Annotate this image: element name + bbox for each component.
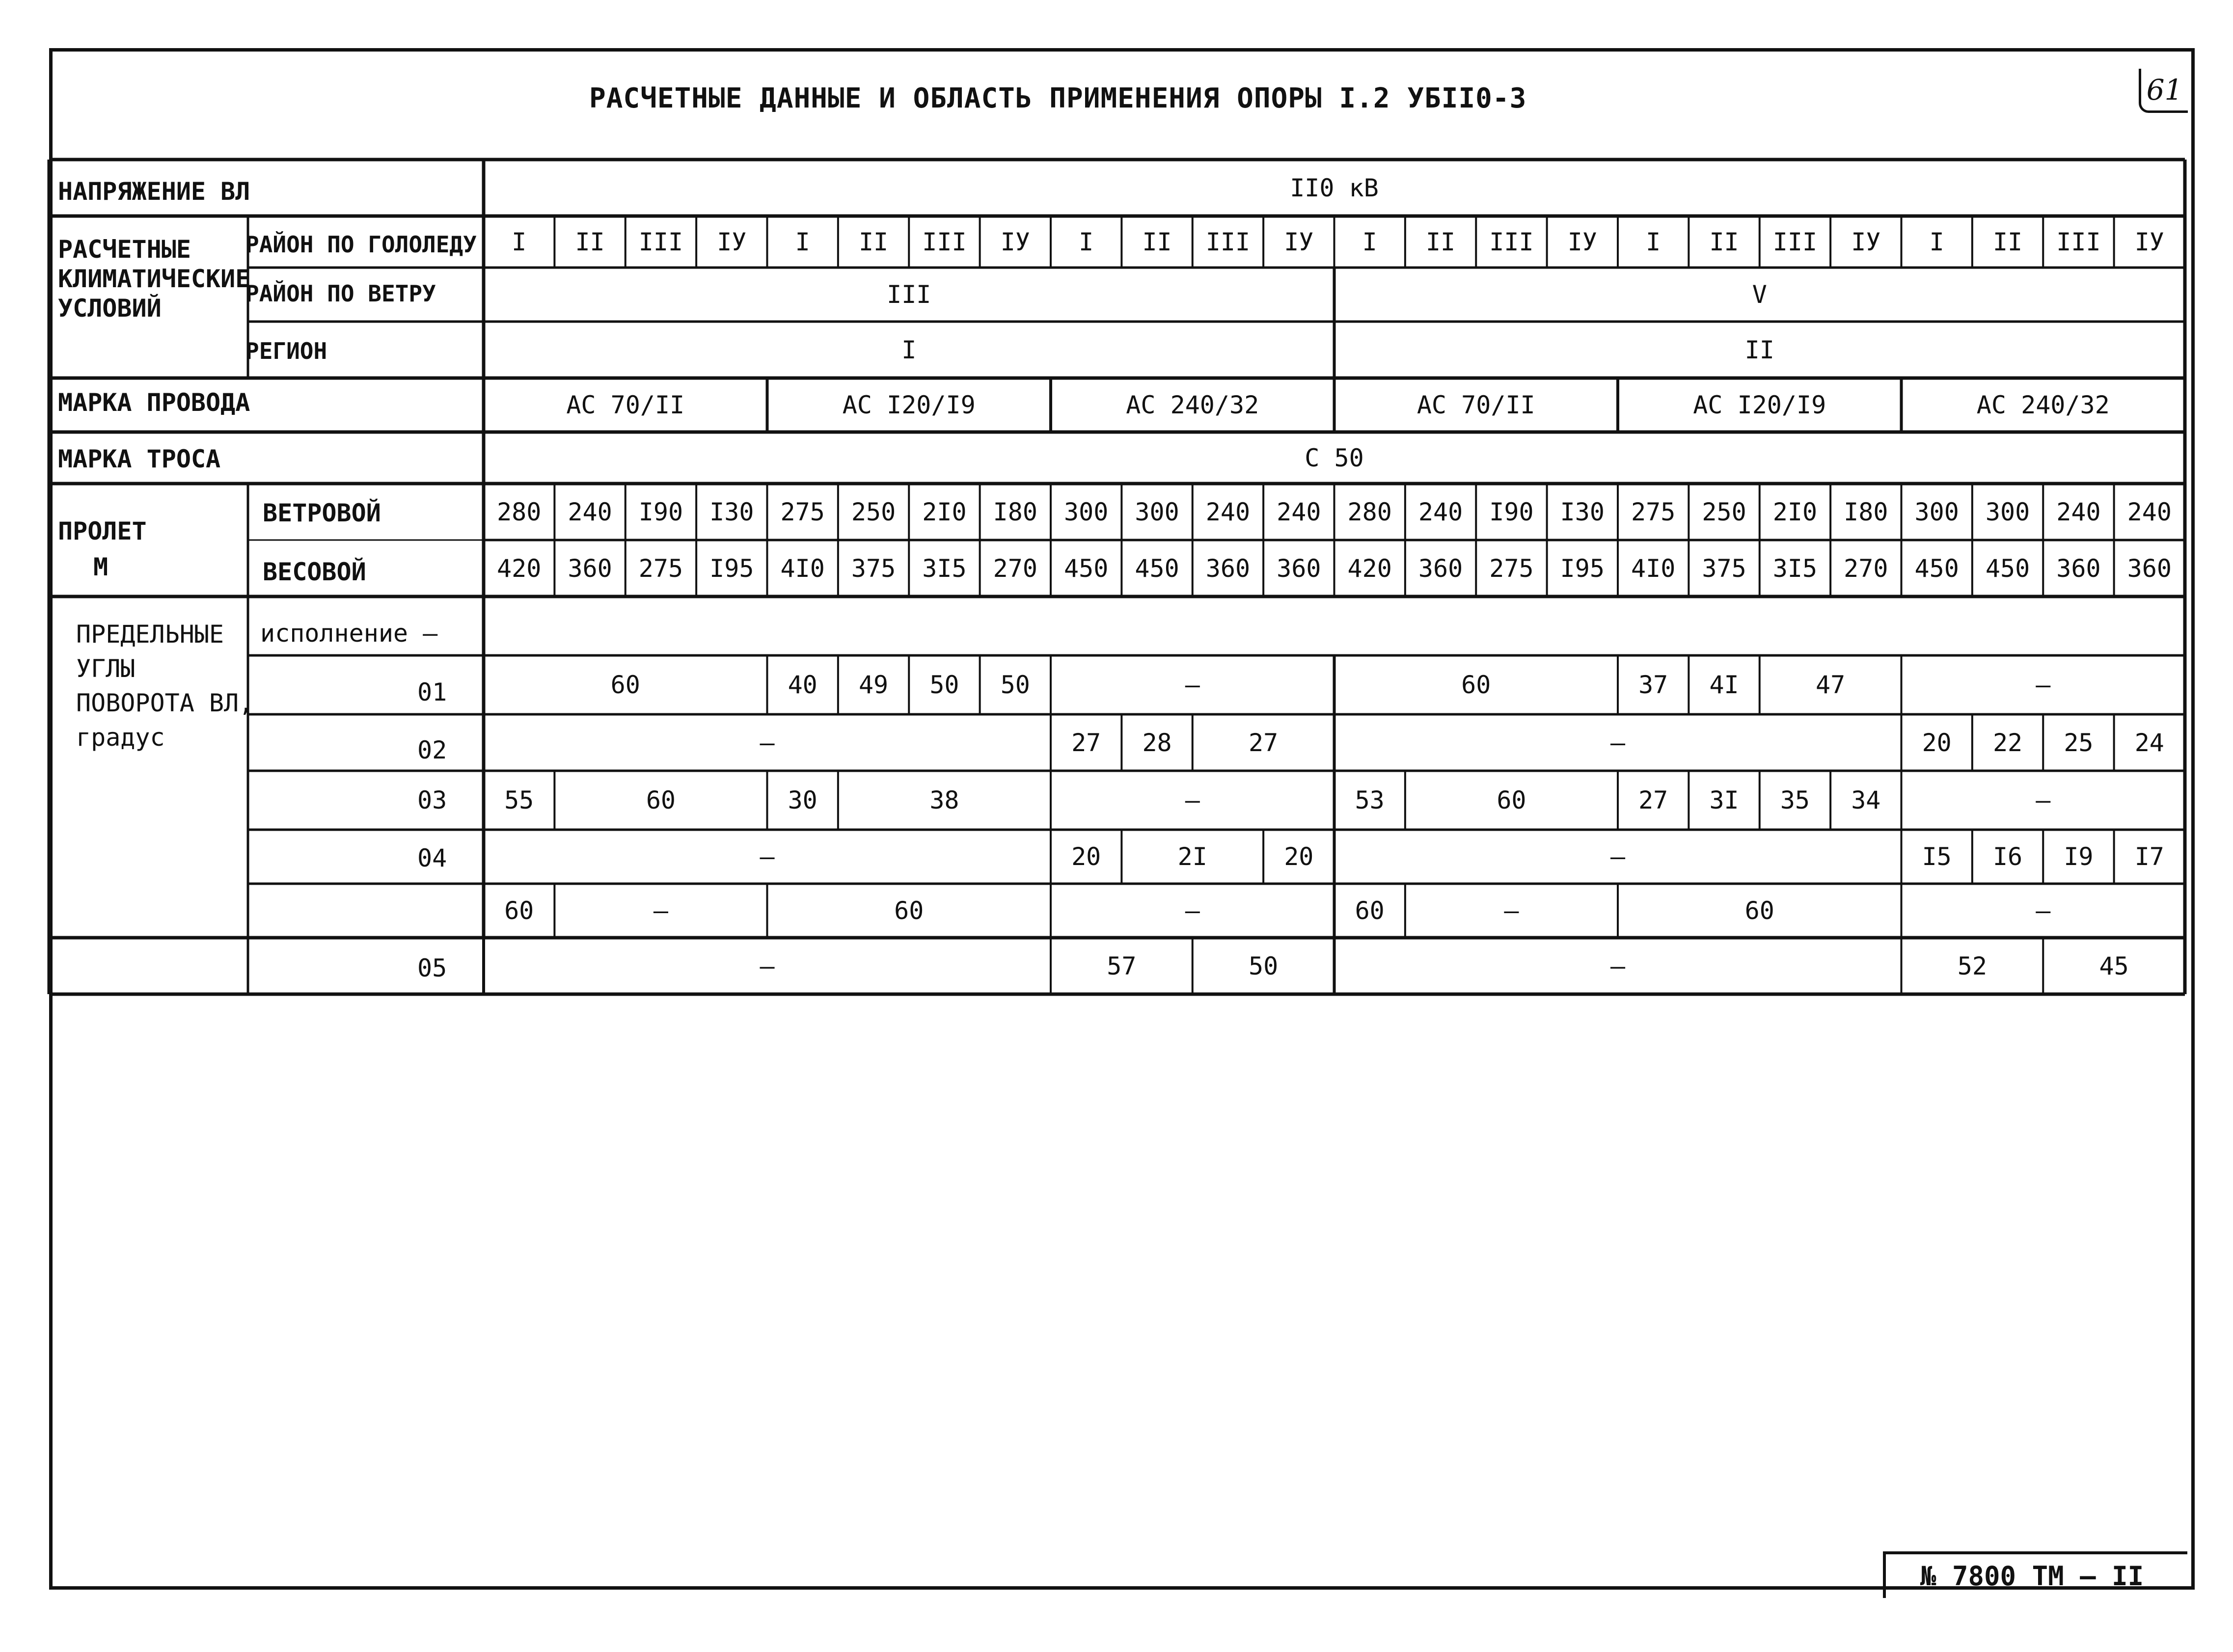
ice-region-cell: IУ [1284,227,1314,256]
span-wind-cell: 280 [497,497,542,526]
span-wind-cell: I90 [1489,497,1534,526]
span-wind-cell: 300 [1914,497,1959,526]
cable-label: МАРКА ТРОСА [58,445,221,473]
ice-region-cell: III [1772,227,1818,256]
angles-label-2: УГЛЫ [76,654,136,683]
angle-r05-cell: 45 [2099,951,2129,980]
span-wind-cell: 240 [568,497,612,526]
document-stamp: № 7800 ТМ – II [1883,1551,2187,1598]
angles-label-4: градус [76,723,165,752]
angle-r03-cell: I5 [1922,842,1952,871]
row-label-03: 03 [417,786,447,814]
angle-exec-cell: 50 [1000,671,1030,699]
angle-r01-cell: 20 [1922,728,1952,757]
span-weight-cell: 375 [1702,554,1746,583]
angle-r03-cell: I7 [2134,842,2164,871]
span-weight-cell: 360 [2127,554,2172,583]
row-label-02: 02 [417,736,447,764]
span-wind-cell: 240 [1205,497,1251,526]
ice-region-cell: IУ [2134,227,2164,256]
angle-exec-cell: 47 [1816,671,1846,699]
ice-region-cell: I [795,227,810,256]
span-weight-cell: I95 [1560,554,1605,583]
angle-exec-cell: 50 [929,671,959,699]
region-cell: II [1744,335,1774,364]
ice-region-cell: III [922,227,967,256]
angle-exec-cell: 40 [788,671,817,699]
angle-r02-cell: 60 [1497,786,1526,814]
voltage-value: II0 кВ [1290,173,1379,202]
wind-region-cell: V [1752,280,1767,309]
angle-r01-cell: – [760,728,775,757]
angle-exec-cell: 60 [610,671,640,699]
span-wind-cell: I80 [993,497,1037,526]
wind-region-label: РАЙОН ПО ВЕТРУ [245,280,436,307]
span-wind-cell: 2I0 [1772,497,1818,526]
row-label-04: 04 [417,844,447,872]
angles-label-3: ПОВОРОТА ВЛ, [76,689,254,717]
region-cell: I [901,335,917,364]
cable-value: С 50 [1305,443,1364,472]
climate-label-1: РАСЧЕТНЫЕ [58,235,191,264]
span-wind-cell: 280 [1347,497,1392,526]
angle-exec-cell: – [1185,671,1200,699]
angle-exec-cell: 4I [1709,671,1739,699]
span-label-1: ПРОЛЕТ [58,517,147,545]
ice-region-label: РАЙОН ПО ГОЛОЛЕДУ [245,231,477,258]
angle-r02-cell: 53 [1355,786,1385,814]
angle-r04-cell: – [653,896,668,925]
span-weight-cell: 275 [1489,554,1534,583]
span-weight-cell: 360 [2056,554,2101,583]
span-weight-cell: 420 [1347,554,1392,583]
ice-region-cell: II [1142,227,1172,256]
climate-label-2: КЛИМАТИЧЕСКИЕ [58,265,250,293]
row-label-01: 01 [417,678,447,706]
span-weight-cell: 270 [993,554,1037,583]
ice-region-cell: I [1646,227,1661,256]
angle-r01-cell: 27 [1071,728,1101,757]
wire-cell: АС I20/I9 [842,391,976,419]
span-wind-cell: 275 [780,497,825,526]
angle-r05-cell: 50 [1249,951,1279,980]
ice-region-cell: I [1929,227,1944,256]
span-wind-cell: 300 [1064,497,1109,526]
angle-r02-cell: 30 [788,786,817,814]
wire-cell: АС 70/II [1416,391,1535,419]
angle-r02-cell: 60 [646,786,676,814]
ice-region-cell: III [1205,227,1251,256]
angle-r02-cell: 38 [929,786,959,814]
ice-region-cell: II [1709,227,1739,256]
region-label: РЕГИОН [245,338,327,364]
angle-r03-cell: I6 [1992,842,2023,871]
angle-r04-cell: 60 [1355,896,1385,925]
ice-region-cell: I [1079,227,1094,256]
ice-region-cell: IУ [1851,227,1881,256]
ice-region-cell: II [575,227,605,256]
angle-r01-cell: 28 [1142,728,1172,757]
angle-r04-cell: 60 [504,896,534,925]
angle-r02-cell: 55 [504,786,534,814]
ice-region-cell: III [2056,227,2101,256]
angle-r02-cell: 35 [1780,786,1810,814]
angle-r03-cell: – [1610,842,1626,871]
span-weight-cell: 450 [1985,554,2030,583]
angle-r05-cell: – [1610,951,1626,980]
angle-r03-cell: 2I [1177,842,1207,871]
span-weight-cell: 450 [1914,554,1959,583]
angle-r03-cell: I9 [2064,842,2094,871]
angle-r01-cell: – [1610,728,1626,757]
exec-row-label: исполнение – [260,619,438,648]
span-weight-cell: 275 [638,554,683,583]
angle-r02-cell: – [1185,786,1200,814]
span-wind-cell: 240 [2127,497,2172,526]
span-weight-label: ВЕСОВОЙ [263,558,366,586]
span-weight-cell: 450 [1064,554,1109,583]
span-wind-cell: 275 [1631,497,1676,526]
wire-cell: АС I20/I9 [1693,391,1826,419]
ice-region-cell: IУ [1000,227,1030,256]
span-wind-cell: 240 [1418,497,1463,526]
angle-r01-cell: 25 [2064,728,2094,757]
span-wind-cell: I80 [1844,497,1888,526]
angle-r04-cell: – [1504,896,1519,925]
angles-label-1: ПРЕДЕЛЬНЫЕ [76,620,224,649]
span-wind-cell: 250 [851,497,896,526]
angle-r03-cell: 20 [1071,842,1101,871]
span-wind-cell: I30 [709,497,754,526]
span-weight-cell: 450 [1135,554,1179,583]
angle-r02-cell: 34 [1851,786,1881,814]
angle-r01-cell: 22 [1992,728,2023,757]
ice-region-cell: II [1425,227,1456,256]
angle-r02-cell: 3I [1709,786,1739,814]
span-wind-cell: I90 [638,497,683,526]
voltage-label: НАПРЯЖЕНИЕ ВЛ [58,177,250,206]
angle-exec-cell: 49 [858,671,889,699]
span-weight-cell: 375 [851,554,896,583]
angle-r03-cell: – [760,842,775,871]
angle-r04-cell: 60 [894,896,924,925]
span-wind-cell: I30 [1560,497,1605,526]
page-title: РАСЧЕТНЫЕ ДАННЫЕ И ОБЛАСТЬ ПРИМЕНЕНИЯ ОПОРЫ I.2 УБII0-3 [589,82,1527,114]
climate-label-3: УСЛОВИЙ [58,294,162,323]
angle-r05-cell: 52 [1957,951,1987,980]
span-weight-cell: 360 [1418,554,1463,583]
angle-r04-cell: – [2036,896,2051,925]
angle-r01-cell: 27 [1249,728,1279,757]
span-wind-cell: 240 [1277,497,1321,526]
span-weight-cell: 270 [1844,554,1888,583]
angle-r01-cell: 24 [2134,728,2164,757]
span-wind-cell: 240 [2056,497,2101,526]
span-weight-cell: 4I0 [780,554,825,583]
page-number: 61 [2139,69,2188,113]
angle-r04-cell: – [1185,896,1200,925]
ice-region-cell: II [858,227,889,256]
wire-label: МАРКА ПРОВОДА [58,388,250,417]
wire-cell: АС 240/32 [1126,391,1259,419]
ice-region-cell: IУ [1567,227,1597,256]
span-weight-cell: 360 [1277,554,1321,583]
span-weight-cell: 3I5 [922,554,967,583]
span-wind-cell: 300 [1135,497,1179,526]
span-weight-cell: 3I5 [1772,554,1818,583]
span-weight-cell: 360 [568,554,612,583]
wind-region-cell: III [887,280,931,309]
row-label-05: 05 [417,954,447,982]
span-weight-cell: 4I0 [1631,554,1676,583]
ice-region-cell: III [1489,227,1534,256]
angle-r05-cell: 57 [1107,951,1137,980]
wire-cell: АС 70/II [566,391,685,419]
angle-exec-cell: 37 [1638,671,1668,699]
angle-r02-cell: – [2036,786,2051,814]
span-wind-cell: 250 [1702,497,1746,526]
angle-exec-cell: 60 [1461,671,1491,699]
ice-region-cell: II [1992,227,2023,256]
span-weight-cell: I95 [709,554,754,583]
ice-region-cell: III [638,227,683,256]
angle-r03-cell: 20 [1284,842,1314,871]
angle-r04-cell: 60 [1744,896,1774,925]
ice-region-cell: I [1362,227,1377,256]
angle-r02-cell: 27 [1638,786,1668,814]
ice-region-cell: IУ [717,227,747,256]
wire-cell: АС 240/32 [1976,391,2110,419]
span-wind-label: ВЕТРОВОЙ [263,499,381,527]
span-weight-cell: 360 [1205,554,1251,583]
span-label-2: М [93,553,109,581]
angle-exec-cell: – [2036,671,2051,699]
span-weight-cell: 420 [497,554,542,583]
span-wind-cell: 2I0 [922,497,967,526]
span-wind-cell: 300 [1985,497,2030,526]
ice-region-cell: I [512,227,527,256]
angle-r05-cell: – [760,951,775,980]
